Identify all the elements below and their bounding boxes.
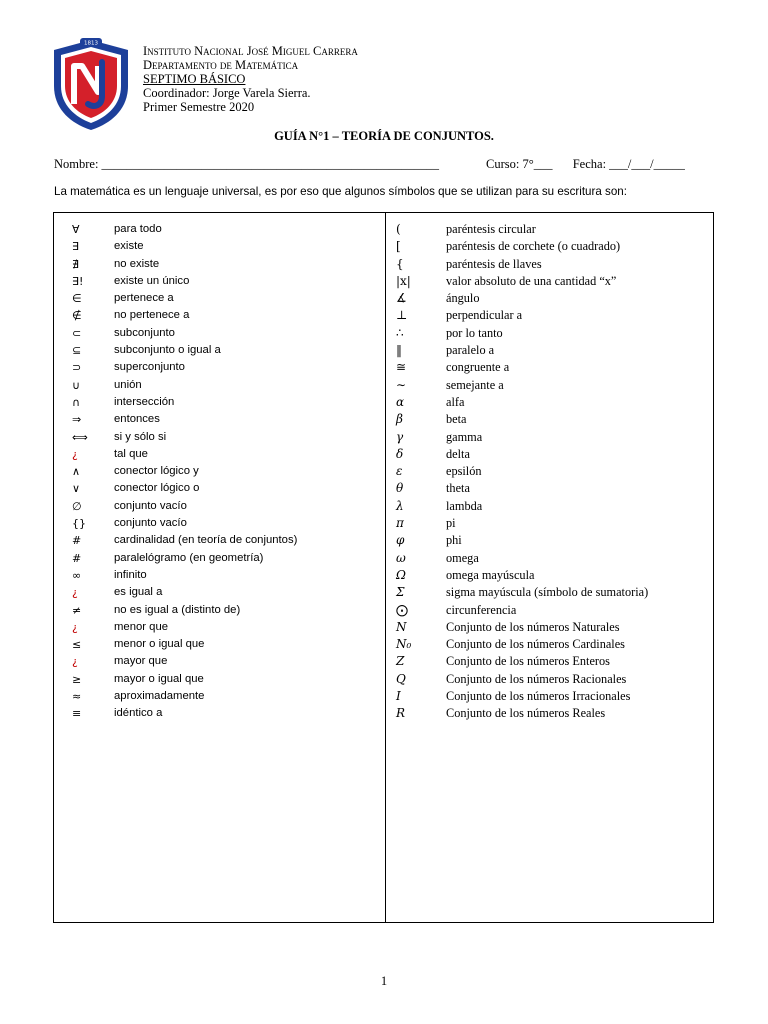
math-symbol: ‖ xyxy=(396,343,402,358)
left-symbol-row xyxy=(72,705,297,722)
symbol-label: Conjunto de los números Reales xyxy=(446,706,606,721)
left-symbol-row xyxy=(72,550,297,567)
right-symbol-row xyxy=(396,290,648,307)
symbol-label: menor o igual que xyxy=(114,638,205,651)
table-divider xyxy=(385,212,386,923)
symbol-label: sigma mayúscula (símbolo de sumatoria) xyxy=(446,585,649,600)
math-symbol: φ xyxy=(396,533,405,548)
math-symbol: ∃ xyxy=(72,240,79,254)
right-symbol-row xyxy=(396,256,648,273)
left-symbol-row xyxy=(72,498,297,515)
right-symbol-row xyxy=(396,377,648,394)
left-symbol-row xyxy=(72,671,297,688)
math-symbol: α xyxy=(396,394,405,409)
math-symbol: ∉ xyxy=(72,309,82,323)
math-symbol: N₀ xyxy=(396,637,412,652)
left-symbol-row xyxy=(72,307,297,324)
symbol-label: aproximadamente xyxy=(114,690,205,703)
symbol-label: gamma xyxy=(446,429,483,444)
symbol-label: conector lógico o xyxy=(114,482,200,495)
left-symbol-row xyxy=(72,273,297,290)
right-symbol-row xyxy=(396,221,648,238)
symbol-label: valor absoluto de una cantidad “x” xyxy=(446,273,617,288)
symbol-label: conjunto vacío xyxy=(114,517,187,530)
right-symbol-row xyxy=(396,584,648,601)
math-symbol: Z xyxy=(396,654,405,669)
symbol-label: subconjunto o igual a xyxy=(114,344,221,357)
symbol-label: circunferencia xyxy=(446,602,517,617)
symbol-label: paralelógramo (en geometría) xyxy=(114,551,264,564)
symbol-label: existe un único xyxy=(114,274,190,287)
department-name: Departamento de Matemática xyxy=(143,58,299,72)
left-symbol-row xyxy=(72,256,297,273)
math-symbol: ¿ xyxy=(72,447,78,461)
symbol-label: mayor o igual que xyxy=(114,672,204,685)
math-symbol: Q xyxy=(396,671,406,686)
left-symbol-row xyxy=(72,636,297,653)
right-symbol-row xyxy=(396,602,648,619)
symbol-label: beta xyxy=(446,412,467,427)
math-symbol: ( xyxy=(396,222,401,236)
symbol-label: tal que xyxy=(114,447,148,460)
left-symbol-row xyxy=(72,359,297,376)
math-symbol: λ xyxy=(396,498,404,513)
symbol-label: phi xyxy=(446,533,462,548)
symbol-label: pi xyxy=(446,516,456,531)
right-symbol-row xyxy=(396,273,648,290)
left-symbol-row xyxy=(72,342,297,359)
math-symbol: R xyxy=(396,706,406,721)
intro-text: La matemática es un lenguaje universal, es por eso que algunos símbolos que se utilizan para su escritura son: xyxy=(54,185,627,198)
symbol-label: no es igual a (distinto de) xyxy=(114,603,241,616)
right-symbol-row xyxy=(396,446,648,463)
symbol-label: para todo xyxy=(114,223,162,235)
symbol-label: Conjunto de los números Enteros xyxy=(446,654,610,669)
symbol-label: paréntesis circular xyxy=(446,222,536,236)
left-symbol-row xyxy=(72,584,297,601)
right-symbol-row xyxy=(396,550,648,567)
left-symbol-row xyxy=(72,463,297,480)
math-symbol: ⟺ xyxy=(72,430,88,444)
left-symbol-row xyxy=(72,221,297,238)
math-symbol: ≤ xyxy=(72,638,82,652)
math-symbol: ⨀ xyxy=(396,602,408,617)
symbol-label: semejante a xyxy=(446,377,504,392)
semester: Primer Semestre 2020 xyxy=(143,100,255,114)
symbol-label: mayor que xyxy=(114,655,168,668)
symbol-label: conjunto vacío xyxy=(114,499,187,512)
math-symbol: { xyxy=(396,256,404,271)
left-symbol-row xyxy=(72,653,297,670)
right-symbol-row xyxy=(396,480,648,497)
left-symbol-row xyxy=(72,325,297,342)
right-symbol-row xyxy=(396,238,648,255)
right-symbol-row xyxy=(396,307,648,324)
math-symbol: θ xyxy=(396,481,404,496)
symbol-label: alfa xyxy=(446,394,465,409)
math-symbol: ∄ xyxy=(72,257,79,271)
math-symbol: ≅ xyxy=(396,360,407,375)
symbol-label: existe xyxy=(114,240,144,253)
math-symbol: ∧ xyxy=(72,465,81,479)
symbol-label: omega xyxy=(446,550,479,565)
math-symbol: ¿ xyxy=(72,655,78,669)
symbol-label: ángulo xyxy=(446,291,480,306)
right-symbol-row xyxy=(396,498,648,515)
left-symbol-row xyxy=(72,619,297,636)
symbol-label: delta xyxy=(446,446,470,461)
right-symbol-row xyxy=(396,325,648,342)
right-symbol-row xyxy=(396,636,648,653)
math-symbol: γ xyxy=(396,429,404,444)
left-symbol-row xyxy=(72,532,297,549)
right-symbol-row xyxy=(396,532,648,549)
math-symbol: ∃! xyxy=(72,274,84,288)
symbol-label: theta xyxy=(446,481,470,496)
math-symbol: ⊃ xyxy=(72,361,82,375)
math-symbol: π xyxy=(396,516,404,531)
left-symbol-row xyxy=(72,290,297,307)
symbol-label: Conjunto de los números Naturales xyxy=(446,619,620,634)
symbol-label: perpendicular a xyxy=(446,308,523,323)
fecha-field[interactable]: Fecha: ___/___/_____ xyxy=(572,157,685,171)
document-header xyxy=(143,44,358,114)
symbol-label: Conjunto de los números Racionales xyxy=(446,671,627,686)
institution-name: Instituto Nacional José Miguel Carrera xyxy=(143,44,358,58)
right-symbol-row xyxy=(396,342,648,359)
math-symbol: ≠ xyxy=(72,603,82,617)
math-symbol: # xyxy=(72,534,82,548)
math-symbol: ω xyxy=(396,550,406,565)
math-symbol: ∞ xyxy=(72,568,82,582)
symbol-label: intersección xyxy=(114,395,175,408)
math-symbol: {} xyxy=(72,517,86,531)
symbol-label: paréntesis de llaves xyxy=(446,256,542,271)
symbol-label: cardinalidad (en teoría de conjuntos) xyxy=(114,534,298,547)
left-symbol-row xyxy=(72,567,297,584)
left-symbol-row xyxy=(72,377,297,394)
right-symbol-row xyxy=(396,705,648,722)
nombre-field[interactable]: Nombre: ______________________________________________________ xyxy=(54,157,440,171)
math-symbol: I xyxy=(396,689,401,704)
left-symbol-row xyxy=(72,515,297,532)
symbol-label: congruente a xyxy=(446,360,510,375)
right-symbol-row xyxy=(396,359,648,376)
math-symbol: ¿ xyxy=(72,620,78,634)
math-symbol: ∴ xyxy=(396,325,404,340)
level-name: SEPTIMO BÁSICO xyxy=(143,72,246,86)
left-symbols-column xyxy=(72,221,297,723)
left-symbol-row xyxy=(72,411,297,428)
symbol-label: omega mayúscula xyxy=(446,567,535,582)
math-symbol: β xyxy=(396,412,403,427)
math-symbol: # xyxy=(72,551,82,565)
symbol-label: pertenece a xyxy=(114,292,174,305)
symbol-label: epsilón xyxy=(446,464,482,479)
math-symbol: ∼ xyxy=(396,377,407,392)
math-symbol: ∨ xyxy=(72,482,81,496)
math-symbol: Ω xyxy=(396,567,406,582)
math-symbol: ∡ xyxy=(396,291,407,306)
math-symbol: Σ xyxy=(396,585,405,600)
math-symbol: δ xyxy=(396,446,404,461)
math-symbol: ≥ xyxy=(72,672,82,686)
left-symbol-row xyxy=(72,238,297,255)
math-symbol: ∅ xyxy=(72,499,82,513)
right-symbol-row xyxy=(396,515,648,532)
symbol-label: conector lógico y xyxy=(114,465,199,478)
curso-field[interactable]: Curso: 7°___ xyxy=(486,157,553,171)
crest-year: 1813 xyxy=(84,40,98,47)
math-symbol: ∀ xyxy=(72,223,80,236)
curso-fecha-fields xyxy=(486,157,685,172)
symbol-label: Conjunto de los números Irracionales xyxy=(446,689,631,704)
math-symbol: ∩ xyxy=(72,395,81,409)
symbol-label: infinito xyxy=(114,568,147,581)
math-symbol: ⊂ xyxy=(72,326,82,340)
math-symbol: |x| xyxy=(396,273,411,288)
math-symbol: ∪ xyxy=(72,378,81,392)
math-symbol: ε xyxy=(396,464,403,479)
math-symbol: ⇒ xyxy=(72,413,82,427)
right-symbol-row xyxy=(396,411,648,428)
right-symbol-row xyxy=(396,394,648,411)
math-symbol: ⊥ xyxy=(396,308,408,323)
left-symbol-row xyxy=(72,602,297,619)
left-symbol-row xyxy=(72,480,297,497)
symbol-label: Conjunto de los números Cardinales xyxy=(446,637,625,652)
right-symbol-row xyxy=(396,671,648,688)
symbol-label: idéntico a xyxy=(114,707,163,720)
symbol-label: subconjunto xyxy=(114,326,175,339)
symbol-label: no pertenece a xyxy=(114,309,190,322)
symbol-label: entonces xyxy=(114,413,160,426)
symbol-label: si y sólo si xyxy=(114,430,167,443)
math-symbol: ≈ xyxy=(72,690,82,704)
math-symbol: [ xyxy=(396,239,401,254)
left-symbol-row xyxy=(72,688,297,705)
right-symbol-row xyxy=(396,429,648,446)
symbol-label: por lo tanto xyxy=(446,325,503,340)
school-crest-logo xyxy=(50,38,132,132)
left-symbol-row xyxy=(72,446,297,463)
symbol-label: lambda xyxy=(446,498,483,513)
page-number: 1 xyxy=(380,974,388,988)
right-symbol-row xyxy=(396,463,648,480)
right-symbol-row xyxy=(396,567,648,584)
math-symbol: ⊆ xyxy=(72,344,82,358)
math-symbol: ∈ xyxy=(72,292,82,306)
symbol-label: unión xyxy=(114,378,142,391)
coordinator: Coordinador: Jorge Varela Sierra. xyxy=(143,86,311,100)
right-symbol-row xyxy=(396,619,648,636)
math-symbol: ¿ xyxy=(72,586,78,600)
math-symbol: ≡ xyxy=(72,707,82,721)
symbol-label: paralelo a xyxy=(446,343,495,358)
page-title: GUÍA N°1 – TEORÍA DE CONJUNTOS. xyxy=(274,129,494,143)
symbol-label: no existe xyxy=(114,257,160,270)
right-symbol-row xyxy=(396,688,648,705)
symbol-label: superconjunto xyxy=(114,361,185,374)
left-symbol-row xyxy=(72,429,297,446)
symbol-label: menor que xyxy=(114,620,169,633)
symbol-label: es igual a xyxy=(114,586,163,599)
math-symbol: N xyxy=(396,619,407,634)
symbol-label: paréntesis de corchete (o cuadrado) xyxy=(446,239,621,254)
right-symbol-row xyxy=(396,653,648,670)
left-symbol-row xyxy=(72,394,297,411)
right-symbols-column xyxy=(396,221,648,723)
